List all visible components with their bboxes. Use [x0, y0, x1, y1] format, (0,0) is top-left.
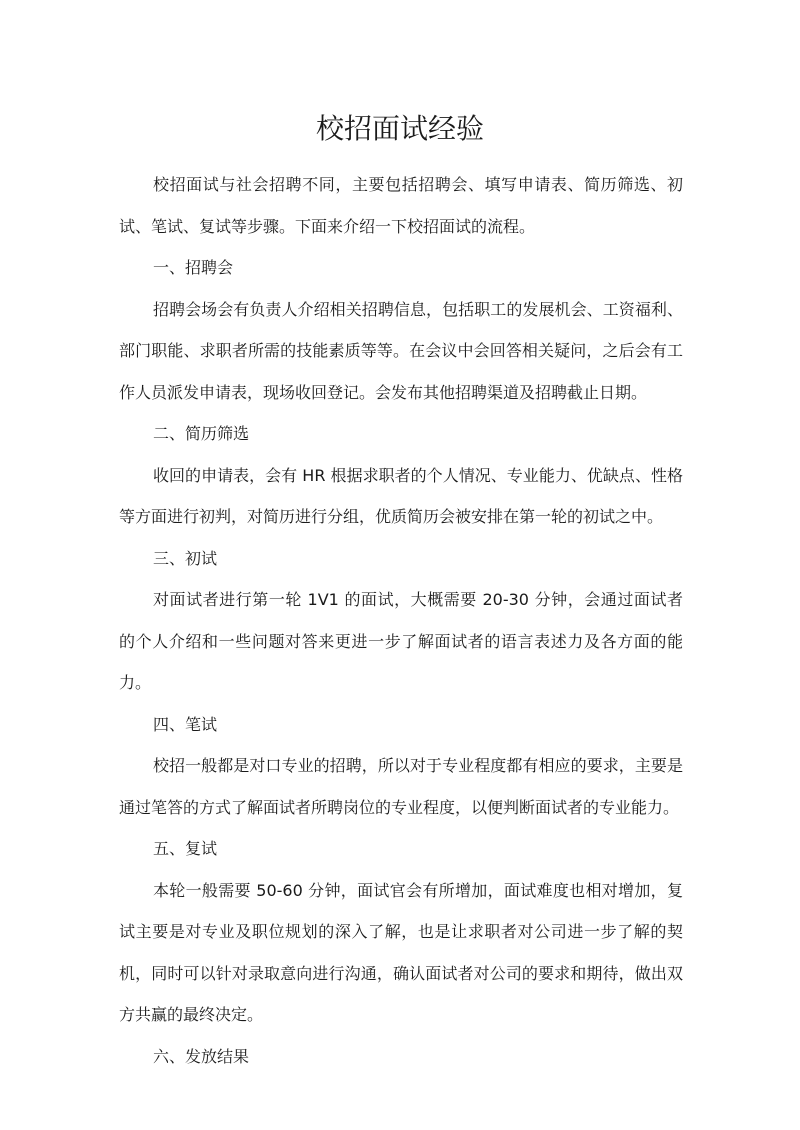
section-text-first-interview: 对面试者进行第一轮 1V1 的面试，大概需要 20-30 分钟，会通过面试者的个人介绍和一些问题对答来更进一步了解面试者的语言表述力及各方面的能力。 [119, 590, 683, 692]
section-text-recruitment-fair: 招聘会场会有负责人介绍相关招聘信息，包括职工的发展机会、工资福利、部门职能、求职者所需的技能素质等等。在会议中会回答相关疑问，之后会有工作人员派发申请表，现场收回登记。会发布其他招聘渠道及招聘截止日期。 [119, 299, 683, 402]
intro-paragraph: 校招面试与社会招聘不同，主要包括招聘会、填写申请表、简历筛选、初试、笔试、复试等步骤。下面来介绍一下校招面试的流程。 [119, 175, 683, 236]
document-title: 校招面试经验 [315, 112, 484, 145]
section-text-second-interview: 本轮一般需要 50-60 分钟，面试官会有所增加，面试难度也相对增加，复试主要是对专业及职位规划的深入了解，也是让求职者对公司进一步了解的契机，同时可以针对录取意向进行沟通，确认面试者对公司的要求和期待，做出双方共赢的最终决定。 [119, 880, 683, 1024]
section-text-written-test: 校招一般都是对口专业的招聘，所以对于专业程度都有相应的要求，主要是通过笔答的方式了解面试者所聘岗位的专业程度，以便判断面试者的专业能力。 [119, 756, 683, 817]
section-heading-resume-screening: 二、简历筛选 [153, 424, 250, 443]
section-text-resume-screening: 收回的申请表，会有 HR 根据求职者的个人情况、专业能力、优缺点、性格等方面进行初判，对简历进行分组，优质简历会被安排在第一轮的初试之中。 [119, 465, 683, 526]
section-heading-first-interview: 三、初试 [153, 548, 218, 568]
section-heading-recruitment-fair: 一、招聘会 [153, 258, 234, 277]
document-body [119, 164, 683, 1077]
section-heading-written-test: 四、笔试 [153, 714, 218, 734]
section-heading-second-interview: 五、复试 [153, 839, 218, 858]
section-heading-results: 六、发放结果 [153, 1046, 250, 1066]
